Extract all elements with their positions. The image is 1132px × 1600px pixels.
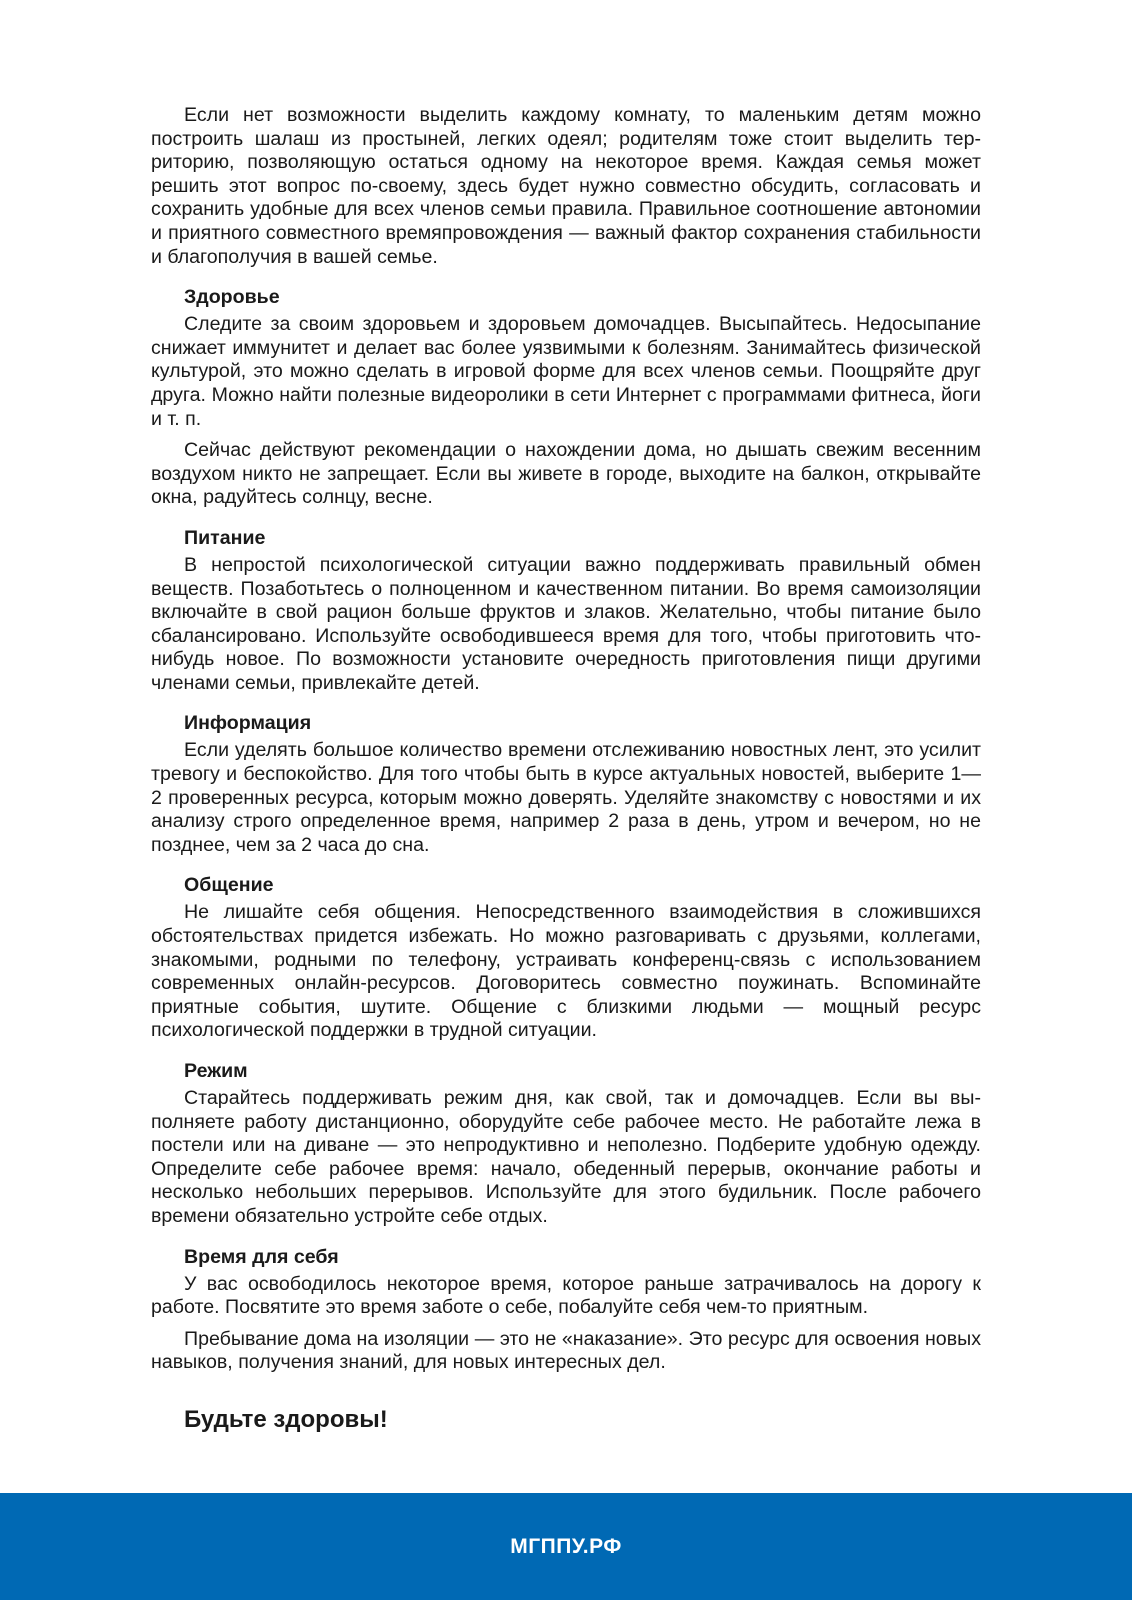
section-heading-information: Информация	[184, 712, 312, 735]
section-paragraph-communication-1: Не лишайте себя общения. Непосредственного взаимодействия в сложившихся обстоятельствах придется избежать. Но можно разговаривать с друзьями, коллегами, знакомыми, родными по телефону, устраивать конференц-связь с использованием современных онлайн-ресурсов. Договоритесь совместно поужинать. Вспоминайте приятные события, шутите. Общение с близкими людьми — мощный ресурс психологической поддержки в трудной ситуации.	[151, 901, 981, 1042]
section-paragraph-self-time-2: Пребывание дома на изоляции — это не «наказание». Это ресурс для освоения новых навыков, получения знаний, для новых интересных дел.	[151, 1327, 981, 1374]
section-paragraph-information-1: Если уделять большое количество времени отслеживанию новостных лент, это усилит тревогу и беспокойство. Для того чтобы быть в курсе актуальных новостей, выберите 1—2 проверенных ресурса, которым можно доверять. Уделяйте знакомству с новостями и их анализу строго определенное время, например 2 раза в день, утром и вечером, но не позднее, чем за 2 часа до сна.	[151, 739, 981, 856]
section-heading-self-time: Время для себя	[184, 1245, 339, 1268]
section-heading-nutrition: Питание	[184, 526, 266, 549]
section-paragraph-routine-1: Старайтесь поддерживать режим дня, как свой, так и домочадцев. Если вы выполняете работу дистанционно, оборудуйте себе рабочее место. Не работайте лежа в постели или на диване — это непродуктивно и неполезно. Подберите удобную одежду. Определите себе рабочее время: начало, обеденный перерыв, окончание работы и несколько небольших перерывов. Используйте для этого будильник. После рабочего времени обязательно устройте себе отдых.	[151, 1087, 981, 1227]
document-body	[151, 104, 981, 1435]
section-heading-health: Здоровье	[184, 286, 280, 309]
section-paragraph-health-2: Сейчас действуют рекомендации о нахождении дома, но дышать свежим весенним воздухом никто не запрещает. Если вы живете в городе, выходите на балкон, открывайте окна, радуйтесь солнцу, весне.	[151, 439, 981, 509]
section-heading-communication: Общение	[184, 874, 274, 897]
section-paragraph-health-1: Следите за своим здоровьем и здоровьем домочадцев. Высыпайтесь. Недосыпание снижает иммунитет и делает вас более уязвимыми к болезням. Занимайтесь физической культурой, это можно сделать в игровой форме для всех членов семьи. Поощряйте друг друга. Можно найти полезные видеоролики в сети Интернет с программами фитнеса, йоги и т. п.	[151, 313, 981, 430]
section-heading-routine: Режим	[184, 1060, 248, 1082]
closing-wish: Будьте здоровы!	[184, 1405, 388, 1433]
section-paragraph-self-time-1: У вас освободилось некоторое время, которое раньше затрачивалось на дорогу к работе. Посвятите это время заботе о себе, побалуйте себя чем-то приятным.	[151, 1272, 981, 1319]
section-paragraph-nutrition-1: В непростой психологической ситуации важно поддерживать правильный обмен веществ. Позаботьтесь о полноценном и качественном питании. Во время самоизоляции включайте в свой рацион больше фруктов и злаков. Желательно, чтобы питание было сбалансировано. Используйте освободившееся время для того, чтобы приготовить что-нибудь новое. По возможности установите очередность приготовления пищи другими членами семьи, привлекайте детей.	[151, 553, 981, 694]
intro-paragraph: Если нет возможности выделить каждому комнату, то маленьким детям можно построить шалаш из простыней, легких одеял; родителям тоже стоит выделить территорию, позволяющую остаться одному на некоторое время. Каждая семья может решить этот вопрос по-своему, здесь будет нужно совместно обсудить, согласовать и сохранить удобные для всех членов семьи правила. Правильное соотношение автономии и приятного совместного времяпровождения — важный фактор сохранения стабильности и благополучия в вашей семье.	[151, 104, 981, 268]
footer-bar	[0, 1493, 1132, 1600]
footer-site-label: МГППУ.РФ	[510, 1534, 622, 1558]
